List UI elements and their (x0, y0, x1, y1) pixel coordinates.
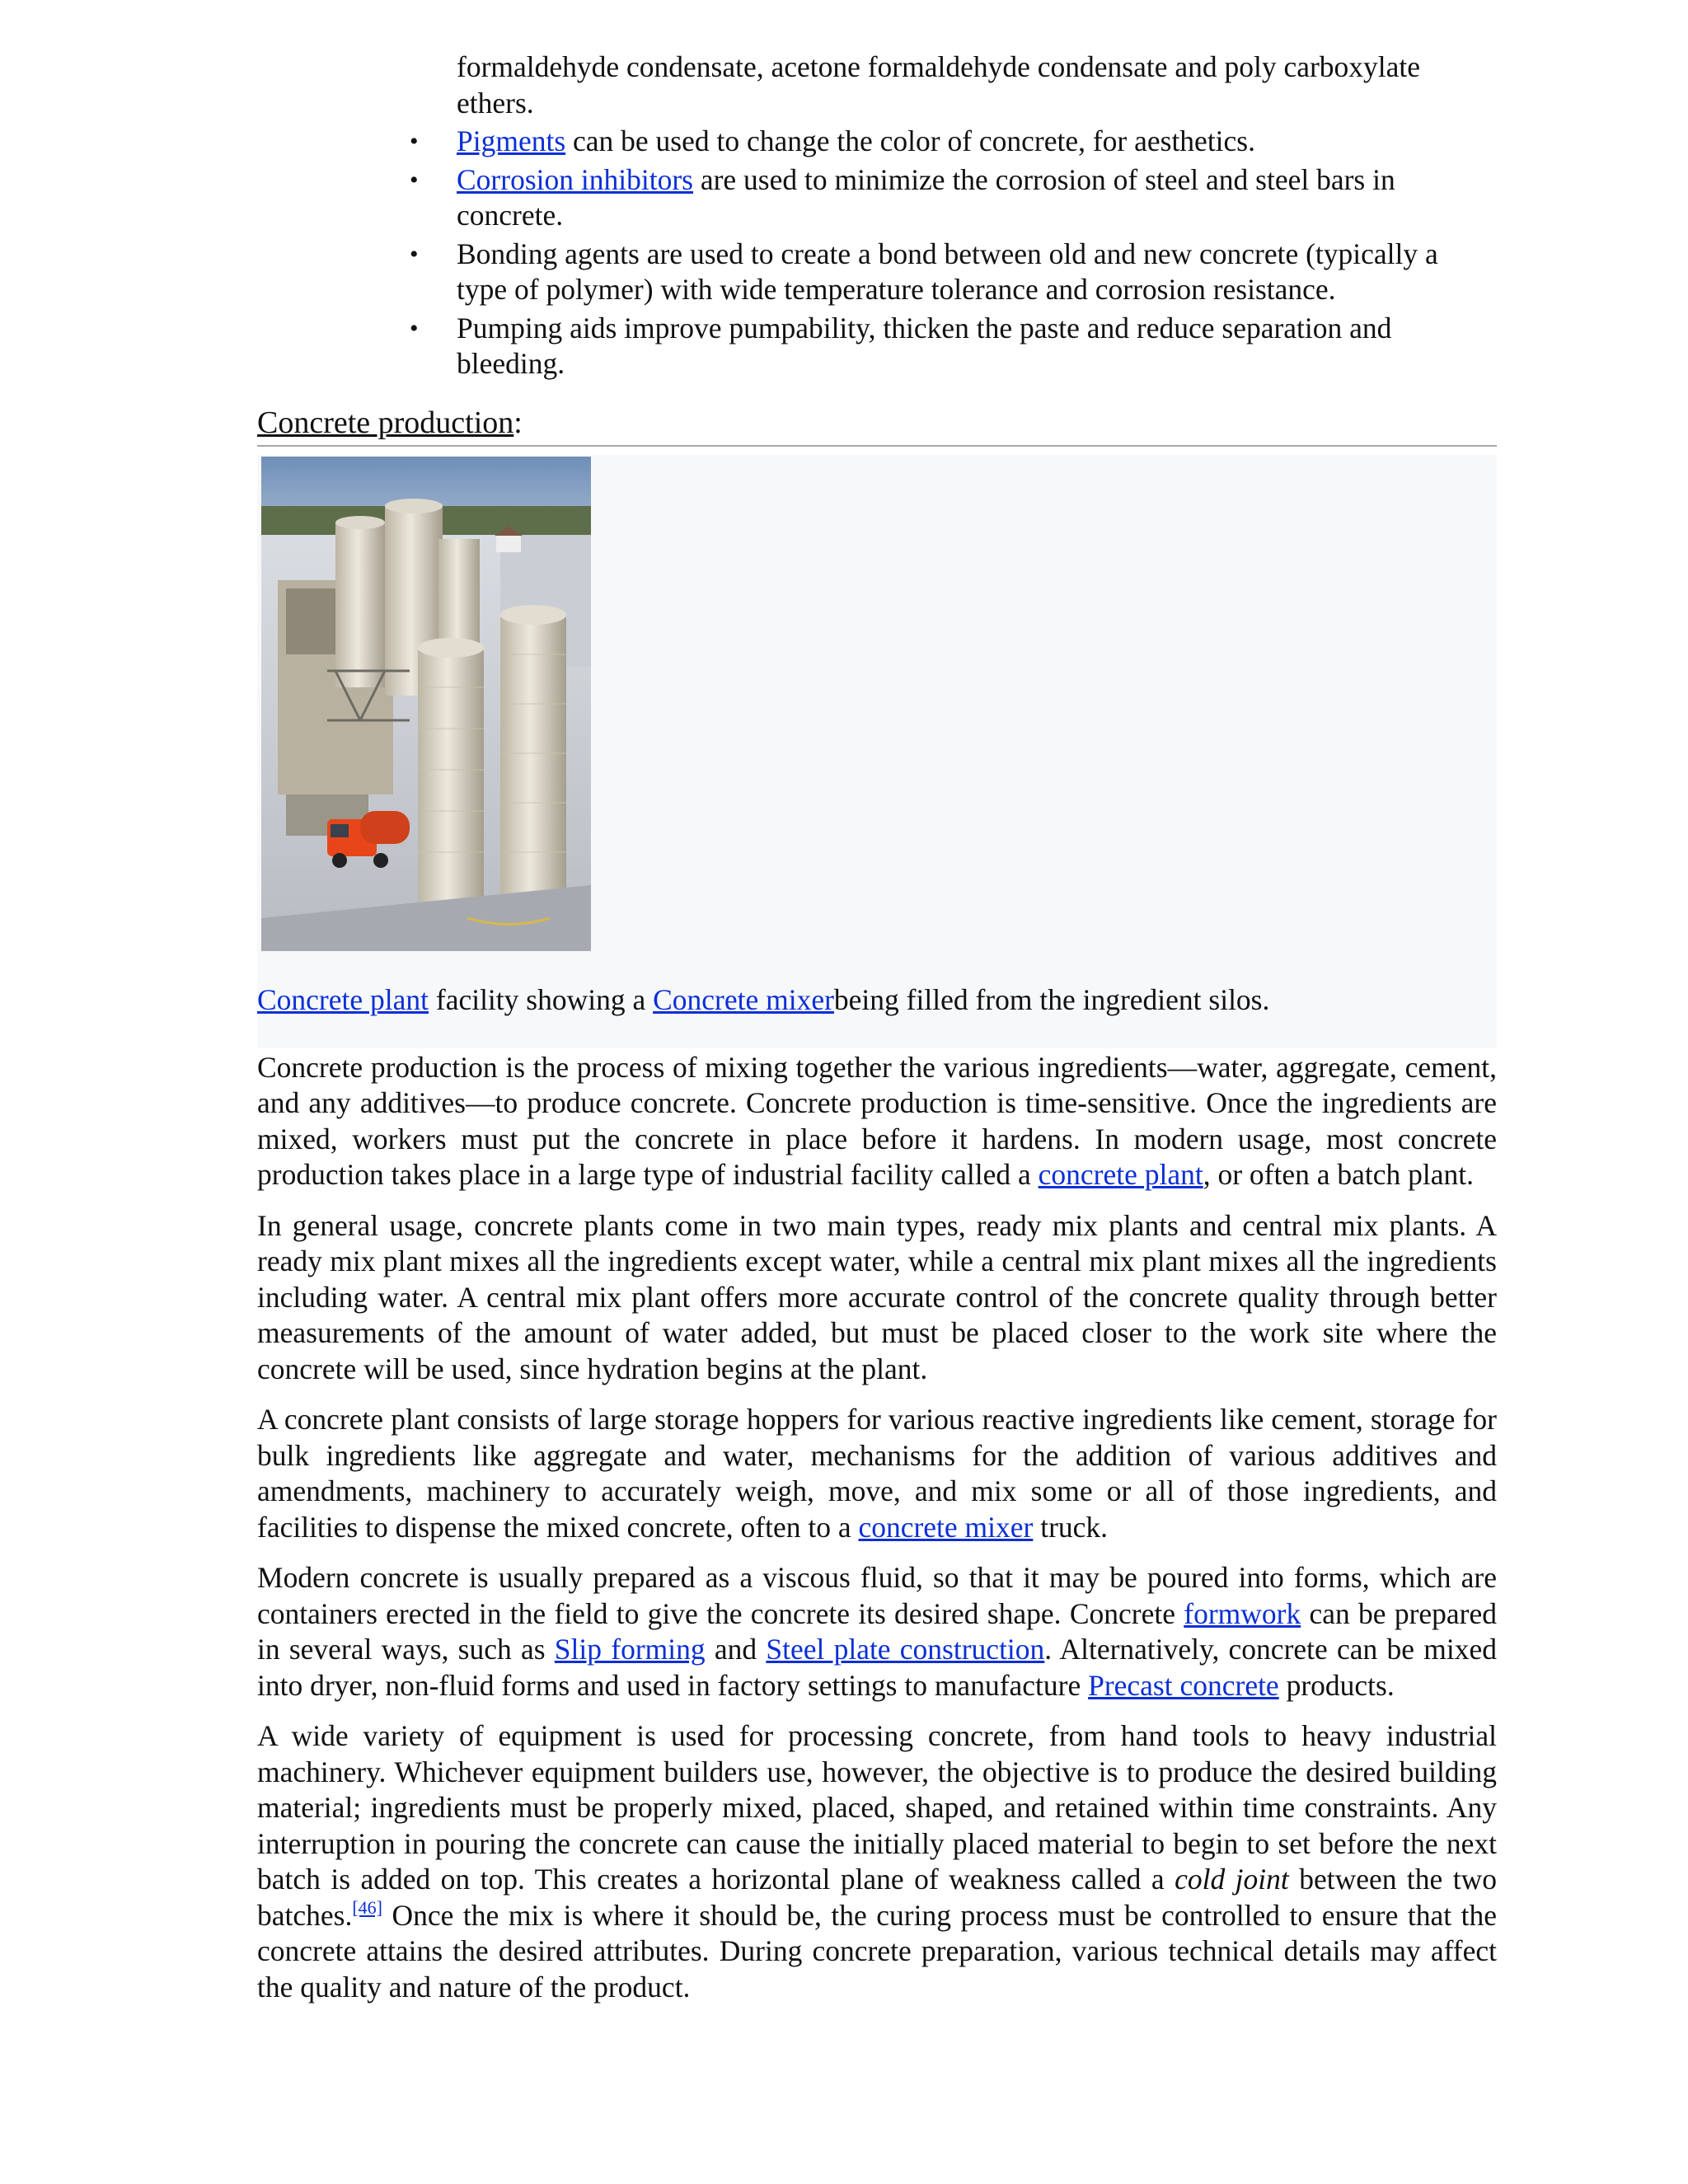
bullet-icon: • (410, 166, 419, 194)
list-item-text: Pumping aids improve pumpability, thicken the paste and reduce separation and bleeding. (457, 311, 1392, 380)
list-item-text: are used to minimize the corrosion of steel and steel bars in concrete. (457, 162, 1395, 232)
list-item (257, 162, 1497, 234)
paragraph-text: Concrete production is the process of mixing together the various ingredients—water, aggregate, cement, and any additives—to produce concrete. Concrete production is time-sensitive. Once the ingredients are mixed, workers must put the concrete in place before it hardens. In modern usage, most concrete production takes place in a large type of industrial facility called a (257, 1050, 1497, 1191)
section-heading (257, 404, 1497, 447)
paragraph-text: . Alternatively, concrete can be mixed into dryer, non-fluid forms and used in factory settings to manufacture (257, 1633, 1497, 1702)
paragraph (257, 1050, 1497, 1193)
concrete-mixer-link[interactable]: concrete mixer (858, 1510, 1034, 1544)
formwork-link[interactable]: formwork (1184, 1596, 1301, 1630)
section-heading-suffix: : (513, 405, 523, 440)
list-item (257, 124, 1497, 160)
caption-text: being filled from the ingredient silos. (833, 982, 1270, 1016)
figure-caption (257, 982, 1497, 1019)
bullet-icon: • (410, 128, 419, 155)
bullet-icon: • (410, 240, 419, 268)
paragraph-text: Once the mix is where it should be, the curing process must be controlled to ensure that the concrete attains the desired attributes. During concrete preparation, various technical details may affect the quality and nature of the product. (257, 1898, 1497, 2004)
figure (257, 455, 1497, 1048)
concrete-plant-caption-link[interactable]: Concrete plant (257, 982, 429, 1016)
paragraph-text: can be prepared in several ways, such as (257, 1596, 1497, 1666)
paragraph-text: A wide variety of equipment is used for processing concrete, from hand tools to heavy industrial machinery. Whichever equipment builders use, however, the objective is to produce the desired building material; ingredients must be properly mixed, placed, shaped, and retained within time constraints. Any interruption in pouring the concrete can cause the initially placed material to begin to set before the next batch is added on top. This creates a horizontal plane of weakness called a (257, 1719, 1497, 1896)
section-heading-text: Concrete production (257, 405, 514, 440)
concrete-mixer-caption-link[interactable]: Concrete mixer (653, 982, 834, 1016)
list-item-text: formaldehyde condensate, acetone formaldehyde condensate and poly carboxylate ethers. (457, 50, 1421, 120)
paragraph-text: truck. (1033, 1510, 1109, 1544)
paragraph (257, 1402, 1497, 1545)
list-item (257, 311, 1497, 382)
paragraph-text: products. (1278, 1668, 1395, 1702)
paragraph: In general usage, concrete plants come in two main types, ready mix plants and central mix plants. A ready mix plant mixes all the ingredients except water, while a central mix plant mixes all the ingredients including water. A central mix plant offers more accurate control of the concrete quality through better measurements of the amount of water added, but must be placed closer to the work site where the concrete will be used, since hydration begins at the plant. (257, 1208, 1497, 1385)
admixture-list (257, 49, 1497, 382)
concrete-plant-link[interactable]: concrete plant (1038, 1158, 1203, 1191)
paragraph-text: Modern concrete is usually prepared as a viscous fluid, so that it may be poured into forms, which are containers erected in the field to give the concrete its desired shape. Concrete (257, 1561, 1497, 1630)
paragraph-text: and (705, 1633, 767, 1666)
corrosion-inhibitors-link[interactable]: Corrosion inhibitors (457, 162, 693, 196)
bullet-icon: • (410, 314, 419, 342)
steel-plate-construction-link[interactable]: Steel plate construction (766, 1633, 1045, 1666)
list-item-text: can be used to change the color of concrete, for aesthetics. (565, 124, 1255, 157)
list-item (257, 237, 1497, 308)
pigments-link[interactable]: Pigments (457, 124, 566, 157)
document-page (257, 49, 1497, 2020)
paragraph-text: , or often a batch plant. (1203, 1158, 1474, 1191)
concrete-plant-photo[interactable] (261, 457, 591, 951)
reference-46-link[interactable]: [46] (352, 1896, 382, 1918)
list-item (257, 49, 1497, 121)
paragraph (257, 1560, 1497, 1704)
paragraph-text: between the two batches. (257, 1863, 1497, 1932)
list-item-text: Bonding agents are used to create a bond between old and new concrete (typically a type of polymer) with wide temperature tolerance and corrosion resistance. (457, 237, 1438, 306)
precast-concrete-link[interactable]: Precast concrete (1088, 1668, 1279, 1702)
paragraph-text: A concrete plant consists of large storage hoppers for various reactive ingredients like cement, storage for bulk ingredients like aggregate and water, mechanisms for the addition of various additives and amendments, machinery to accurately weigh, move, and mix some or all of those ingredients, and facilities to dispense the mixed concrete, often to a (257, 1403, 1497, 1544)
cold-joint-term: cold joint (1175, 1863, 1289, 1896)
slip-forming-link[interactable]: Slip forming (554, 1633, 706, 1666)
paragraph (257, 1718, 1497, 2005)
caption-text: facility showing a (429, 982, 654, 1016)
